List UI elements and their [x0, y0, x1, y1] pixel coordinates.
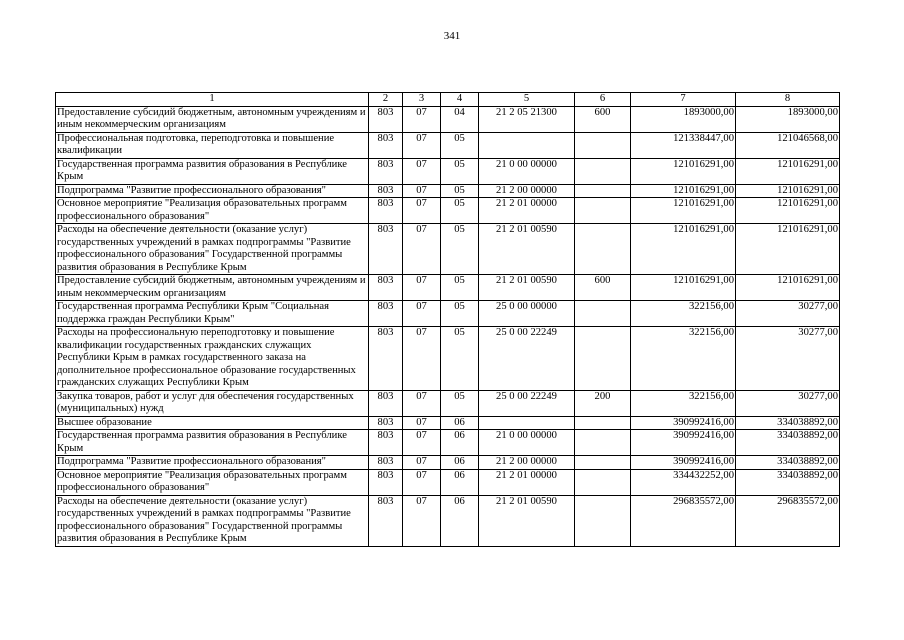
amount-year1-cell: 121016291,00	[631, 224, 736, 275]
row-name-cell: Расходы на обеспечение деятельности (оказание услуг) государственных учреждений в рамках подпрограммы "Развитие профессионального образования" Государственной программы развития образования в Республике Крым	[56, 495, 369, 546]
column-header: 3	[403, 93, 441, 107]
target-article-cell: 21 2 00 00000	[479, 456, 575, 470]
code-cell: 803	[369, 469, 403, 495]
amount-year2-cell: 30277,00	[736, 301, 840, 327]
expense-type-cell	[575, 416, 631, 430]
column-header: 8	[736, 93, 840, 107]
subsection-cell: 05	[441, 184, 479, 198]
table-row	[56, 198, 840, 224]
amount-year1-cell: 296835572,00	[631, 495, 736, 546]
expense-type-cell	[575, 198, 631, 224]
expense-type-cell	[575, 456, 631, 470]
expense-type-cell	[575, 495, 631, 546]
table-row	[56, 132, 840, 158]
amount-year2-cell: 334038892,00	[736, 416, 840, 430]
code-cell: 803	[369, 132, 403, 158]
table-row	[56, 106, 840, 132]
amount-year1-cell: 322156,00	[631, 390, 736, 416]
expense-type-cell: 600	[575, 106, 631, 132]
section-cell: 07	[403, 327, 441, 391]
subsection-cell: 05	[441, 158, 479, 184]
subsection-cell: 05	[441, 301, 479, 327]
amount-year1-cell: 121016291,00	[631, 184, 736, 198]
page-number: 341	[443, 30, 461, 42]
amount-year2-cell: 121016291,00	[736, 158, 840, 184]
target-article-cell: 25 0 00 22249	[479, 327, 575, 391]
section-cell: 07	[403, 390, 441, 416]
row-name-cell: Государственная программа Республики Крым "Социальная поддержка граждан Республики Крым"	[56, 301, 369, 327]
target-article-cell: 21 0 00 00000	[479, 158, 575, 184]
amount-year2-cell: 121016291,00	[736, 275, 840, 301]
amount-year1-cell: 322156,00	[631, 327, 736, 391]
subsection-cell: 06	[441, 456, 479, 470]
target-article-cell	[479, 132, 575, 158]
amount-year1-cell: 390992416,00	[631, 456, 736, 470]
section-cell: 07	[403, 224, 441, 275]
code-cell: 803	[369, 184, 403, 198]
row-name-cell: Подпрограмма "Развитие профессионального образования"	[56, 184, 369, 198]
amount-year1-cell: 121016291,00	[631, 158, 736, 184]
subsection-cell: 05	[441, 275, 479, 301]
table-row	[56, 495, 840, 546]
amount-year1-cell: 1893000,00	[631, 106, 736, 132]
section-cell: 07	[403, 495, 441, 546]
row-name-cell: Предоставление субсидий бюджетным, автономным учреждениям и иным некоммерческим организациям	[56, 275, 369, 301]
amount-year2-cell: 30277,00	[736, 327, 840, 391]
amount-year1-cell: 121016291,00	[631, 198, 736, 224]
expense-type-cell	[575, 327, 631, 391]
code-cell: 803	[369, 198, 403, 224]
expense-type-cell	[575, 158, 631, 184]
target-article-cell: 21 2 01 00000	[479, 198, 575, 224]
section-cell: 07	[403, 132, 441, 158]
amount-year2-cell: 334038892,00	[736, 469, 840, 495]
expense-type-cell: 200	[575, 390, 631, 416]
row-name-cell: Расходы на обеспечение деятельности (оказание услуг) государственных учреждений в рамках подпрограммы "Развитие профессионального образования" Государственной программы развития образования в Республике Крым	[56, 224, 369, 275]
target-article-cell: 21 2 01 00590	[479, 495, 575, 546]
amount-year2-cell: 1893000,00	[736, 106, 840, 132]
target-article-cell: 21 2 05 21300	[479, 106, 575, 132]
subsection-cell: 06	[441, 469, 479, 495]
table-header-row	[56, 93, 840, 107]
subsection-cell: 06	[441, 495, 479, 546]
subsection-cell: 05	[441, 224, 479, 275]
code-cell: 803	[369, 416, 403, 430]
row-name-cell: Высшее образование	[56, 416, 369, 430]
amount-year1-cell: 390992416,00	[631, 430, 736, 456]
row-name-cell: Подпрограмма "Развитие профессионального образования"	[56, 456, 369, 470]
row-name-cell: Основное мероприятие "Реализация образовательных программ профессионального образования"	[56, 469, 369, 495]
code-cell: 803	[369, 456, 403, 470]
table-body	[56, 106, 840, 546]
target-article-cell: 21 2 00 00000	[479, 184, 575, 198]
row-name-cell: Предоставление субсидий бюджетным, автономным учреждениям и иным некоммерческим организациям	[56, 106, 369, 132]
section-cell: 07	[403, 430, 441, 456]
expense-type-cell	[575, 430, 631, 456]
section-cell: 07	[403, 184, 441, 198]
code-cell: 803	[369, 495, 403, 546]
column-header: 1	[56, 93, 369, 107]
subsection-cell: 06	[441, 416, 479, 430]
column-header: 5	[479, 93, 575, 107]
code-cell: 803	[369, 224, 403, 275]
expense-type-cell	[575, 469, 631, 495]
expense-type-cell	[575, 224, 631, 275]
code-cell: 803	[369, 430, 403, 456]
target-article-cell: 21 2 01 00590	[479, 275, 575, 301]
table-row	[56, 430, 840, 456]
column-header: 6	[575, 93, 631, 107]
section-cell: 07	[403, 416, 441, 430]
amount-year1-cell: 334432252,00	[631, 469, 736, 495]
column-header: 7	[631, 93, 736, 107]
section-cell: 07	[403, 456, 441, 470]
table-row	[56, 327, 840, 391]
code-cell: 803	[369, 158, 403, 184]
table-row	[56, 301, 840, 327]
expense-type-cell	[575, 132, 631, 158]
row-name-cell: Государственная программа развития образования в Республике Крым	[56, 158, 369, 184]
amount-year2-cell: 121016291,00	[736, 224, 840, 275]
target-article-cell: 25 0 00 22249	[479, 390, 575, 416]
target-article-cell: 25 0 00 00000	[479, 301, 575, 327]
amount-year1-cell: 121016291,00	[631, 275, 736, 301]
row-name-cell: Закупка товаров, работ и услуг для обеспечения государственных (муниципальных) нужд	[56, 390, 369, 416]
table-row	[56, 224, 840, 275]
amount-year1-cell: 390992416,00	[631, 416, 736, 430]
amount-year2-cell: 30277,00	[736, 390, 840, 416]
subsection-cell: 05	[441, 132, 479, 158]
amount-year1-cell: 322156,00	[631, 301, 736, 327]
amount-year2-cell: 296835572,00	[736, 495, 840, 546]
amount-year2-cell: 334038892,00	[736, 456, 840, 470]
section-cell: 07	[403, 469, 441, 495]
amount-year1-cell: 121338447,00	[631, 132, 736, 158]
table-row	[56, 416, 840, 430]
amount-year2-cell: 121046568,00	[736, 132, 840, 158]
table-row	[56, 184, 840, 198]
target-article-cell: 21 2 01 00000	[479, 469, 575, 495]
target-article-cell	[479, 416, 575, 430]
code-cell: 803	[369, 301, 403, 327]
expense-type-cell: 600	[575, 275, 631, 301]
table-row	[56, 158, 840, 184]
code-cell: 803	[369, 106, 403, 132]
subsection-cell: 05	[441, 198, 479, 224]
section-cell: 07	[403, 275, 441, 301]
target-article-cell: 21 0 00 00000	[479, 430, 575, 456]
amount-year2-cell: 121016291,00	[736, 184, 840, 198]
expense-type-cell	[575, 184, 631, 198]
section-cell: 07	[403, 301, 441, 327]
table-row	[56, 390, 840, 416]
subsection-cell: 05	[441, 327, 479, 391]
row-name-cell: Государственная программа развития образования в Республике Крым	[56, 430, 369, 456]
column-header: 2	[369, 93, 403, 107]
section-cell: 07	[403, 198, 441, 224]
row-name-cell: Расходы на профессиональную переподготовку и повышение квалификации государственных гражданских служащих Республики Крым в рамках государственного заказа на дополнительное профессиональное образование государственных гражданских служащих Республики Крым	[56, 327, 369, 391]
budget-table	[55, 92, 840, 547]
amount-year2-cell: 334038892,00	[736, 430, 840, 456]
amount-year2-cell: 121016291,00	[736, 198, 840, 224]
row-name-cell: Основное мероприятие "Реализация образовательных программ профессионального образования"	[56, 198, 369, 224]
subsection-cell: 04	[441, 106, 479, 132]
table-row	[56, 275, 840, 301]
code-cell: 803	[369, 327, 403, 391]
target-article-cell: 21 2 01 00590	[479, 224, 575, 275]
table-row	[56, 469, 840, 495]
code-cell: 803	[369, 275, 403, 301]
subsection-cell: 06	[441, 430, 479, 456]
column-header: 4	[441, 93, 479, 107]
code-cell: 803	[369, 390, 403, 416]
subsection-cell: 05	[441, 390, 479, 416]
expense-type-cell	[575, 301, 631, 327]
section-cell: 07	[403, 158, 441, 184]
section-cell: 07	[403, 106, 441, 132]
table-row	[56, 456, 840, 470]
row-name-cell: Профессиональная подготовка, переподготовка и повышение квалификации	[56, 132, 369, 158]
